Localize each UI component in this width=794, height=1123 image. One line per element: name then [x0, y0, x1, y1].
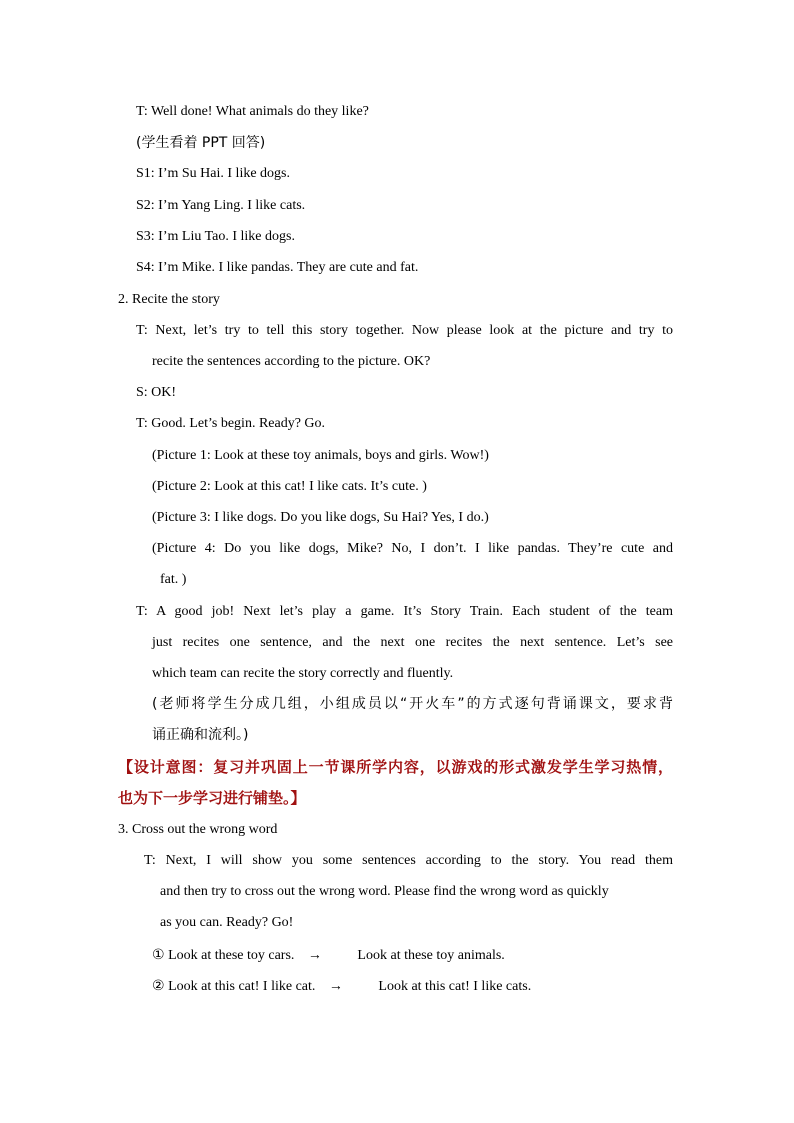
picture-line-4: (Picture 4: Do you like dogs, Mike? No, I don’t. I like pandas. They’re cute and	[152, 541, 673, 556]
teacher-line-begin: T: Good. Let’s begin. Ready? Go.	[136, 416, 326, 431]
exercise-marker: ①	[152, 947, 165, 963]
teacher-line-game-cont1: just recites one sentence, and the next one recites the next sentence. Let’s see	[152, 635, 673, 650]
teacher-line-well-done: T: Well done! What animals do they like?	[136, 104, 369, 119]
teacher-line-next: T: Next, let’s try to tell this story together. Now please look at the picture and try to	[136, 323, 673, 338]
teacher-line-next-cont: recite the sentences according to the picture. OK?	[152, 354, 431, 369]
picture-line-3: (Picture 3: I like dogs. Do you like dogs, Su Hai? Yes, I do.)	[152, 510, 489, 525]
stage-note-train-cont: 诵正确和流利。)	[152, 727, 249, 743]
teacher-line-game-cont2: which team can recite the story correctly and fluently.	[152, 666, 454, 681]
exercise-wrong-sentence: Look at this cat! I like cat.	[168, 979, 316, 994]
exercise-marker: ②	[152, 978, 165, 994]
teacher-line-game: T: A good job! Next let’s play a game. It’s Story Train. Each student of the team	[136, 604, 673, 619]
design-intent-note-cont: 也为下一步学习进行铺垫。】	[118, 789, 306, 807]
section-heading-recite: 2. Recite the story	[118, 292, 220, 307]
exercise-wrong-sentence: Look at these toy cars.	[168, 948, 295, 963]
student-line-s4: S4: I’m Mike. I like pandas. They are cute and fat.	[136, 260, 419, 275]
right-arrow-icon: →	[328, 979, 343, 994]
section-heading-cross-out: 3. Cross out the wrong word	[118, 822, 278, 837]
exercise-item-1	[152, 945, 505, 966]
student-line-s3: S3: I’m Liu Tao. I like dogs.	[136, 229, 295, 244]
teacher-line-cross-out-cont2: as you can. Ready? Go!	[160, 915, 294, 930]
picture-line-1: (Picture 1: Look at these toy animals, boys and girls. Wow!)	[152, 448, 489, 463]
student-line-s1: S1: I’m Su Hai. I like dogs.	[136, 166, 290, 181]
teacher-line-cross-out-cont1: and then try to cross out the wrong word. Please find the wrong word as quickly	[160, 884, 609, 899]
student-line-s2: S2: I’m Yang Ling. I like cats.	[136, 198, 306, 213]
picture-line-2: (Picture 2: Look at this cat! I like cats. It’s cute. )	[152, 479, 427, 494]
exercise-item-2	[152, 976, 531, 997]
stage-note-train: (老师将学生分成几组，小组成员以“开火车”的方式逐句背诵课文，要求背	[152, 696, 673, 712]
right-arrow-icon: →	[307, 948, 322, 963]
student-line-ok: S: OK!	[136, 385, 177, 400]
stage-note-ppt: (学生看着 PPT 回答)	[136, 135, 266, 151]
exercise-correct-sentence: Look at these toy animals.	[357, 948, 505, 963]
exercise-correct-sentence: Look at this cat! I like cats.	[378, 979, 532, 994]
picture-line-4-cont: fat. )	[160, 572, 187, 587]
teacher-line-cross-out: T: Next, I will show you some sentences according to the story. You read them	[144, 853, 673, 868]
design-intent-note: 【设计意图：复习并巩固上一节课所学内容，以游戏的形式激发学生学习热情，	[118, 758, 673, 776]
